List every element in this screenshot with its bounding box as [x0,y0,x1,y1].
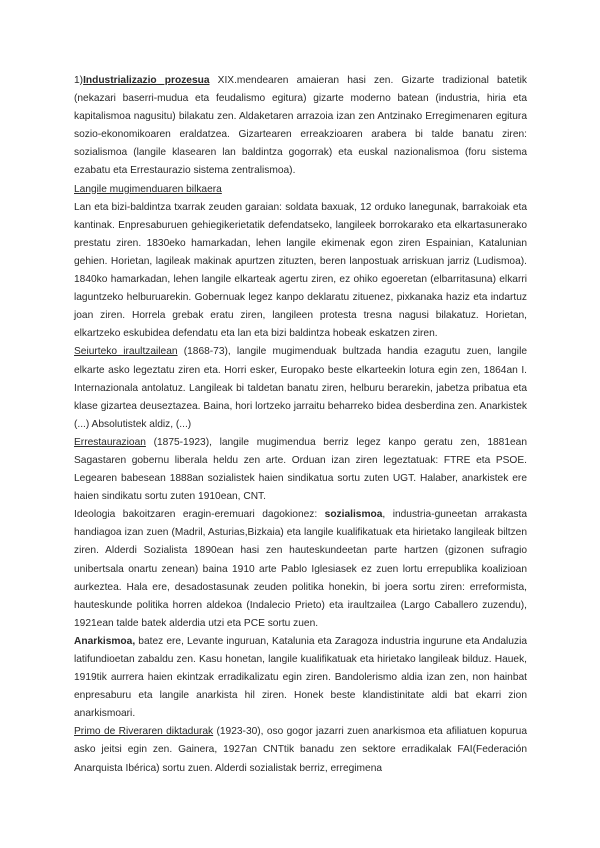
paragraph-text: (1875-1923), langile mugimendua berriz legez kanpo geratu zen, 1881ean Sagastaren gobernu liberala heldu zen arte. Orduan izan ziren legeztatuak: FTRE eta PSOE. Legearen babesean 1888an sozialistek haien sindikatua sortu zuten UGT. Halaber, anarkistek ere haien sindikatu sortu zuten 1910ean, CNT. [74,436,527,503]
section-heading [74,181,527,199]
term-primo-de-riveraren-diktadurak: Primo de Riveraren diktadurak [74,726,214,738]
paragraph-errestaurazioan [74,434,527,506]
term-anarkismoa: Anarkismoa, [74,635,136,647]
term-industrializazio-prozesua: Industrializazio prozesua [83,75,210,86]
paragraph-text: Lan eta bizi-baldintza txarrak zeuden garaian: soldata baxuak, 12 orduko lanegunak, barrakoiak eta kantinak. Enpresaburuen gehiegikerietatik defendatseko, langileek borrokarako eta elkartasunerako prestatu ziren. 1830eko hamarkadan, lehen langile ekimenak egon ziren Espainian, Katalunian gehien. Horietan, lagileak makinak apurtzen zituzten, beren lanpostuak arriskuan jarriz (Ludismoa). 1840ko hamarkadan, lehen langile elkarteak agertu ziren, ez ohiko egoeretan (elbarritasuna) elkarri laguntzeko helburuarekin. Gobernuak legez kanpo deklaratu zituenez, pixkanaka haziz eta indartuz joan ziren. Horrela grebak eratu ziren, langileen protesta tresna nagusi bilakatuz. Horietan, elkartzeko eskubidea defendatu eta lan eta bizi baldintza hobeak eskatzen ziren. [74,201,527,340]
paragraph-seiurteko [74,343,527,433]
paragraph-text: batez ere, Levante inguruan, Katalunia eta Zaragoza industria ingurune eta Andaluzia latifundioetan zabaldu zen. Kasu honetan, langile kualifikatuak eta hirietako langileak bilduz. Hauek, 1919tik aurrera haien ekintzak erradikalizatu egin ziren. Bandolerismo aldia izan zen, non hainbat enpresaburu eta langile anarkista hil ziren. Honek beste klandistinitate aldi bat ekarri zion anarkismoari. [74,635,527,720]
paragraph-anarkismoa [74,633,527,723]
term-sozialismoa: sozialismoa [324,509,383,521]
paragraph-ideologia [74,506,527,633]
paragraph-primo-de-rivera [74,723,527,777]
heading-text: Langile mugimenduaren bilkaera [74,183,222,195]
paragraph-text: (1923-30), oso gogor jazarri zuen anarkismoa eta afiliatuen kopurua asko jeitsi egin zen. Gainera, 1927an CNTtik banadu zen sektore erradikalak FAI(Federación Anarquista Ibérica) sortu zuen. Alderdi sozialistak berriz, erregimena [74,726,528,774]
term-errestaurazioan: Errestaurazioan [74,436,146,448]
paragraph-text: XIX.mendearen amaieran hasi zen. Gizarte tradizional batetik (nekazari baserri-mudua eta feudalismo egitura) gizarte moderno batean (industria, hiria eta kapitalismoa nagusitu) bilakatu zen. Aldaketaren arrazoia izan zen Antzinako Erregimenaren egitura sozio-ekonomikoaren eraldatzea. Gizartearen erreakzioaren arabera bi talde banatu ziren: sozialismoa (langile klasearen lan baldintza gogorrak) eta euskal nazionalismoa (foru sistema ezabatu eta Errestaurazio sistema zentralismoa). [74,75,527,177]
paragraph-intro: Ideologia bakoitzaren eragin-eremuari dagokionez: [74,509,325,521]
paragraph-industrialization [74,72,527,181]
list-number: 1) [74,75,84,86]
paragraph-working-conditions [74,199,527,344]
paragraph-text: , industria-guneetan arrakasta handiagoa izan zuen (Madril, Asturias,Bizkaia) eta langile kualifikatuak eta hirietako langileak biltzen ziren. Alderdi Sozialista 1890ean hasi zen hauteskundeetan parte hartzen (gizonen sufragio unibertsala onartu zenean) baina 1910 arte Pablo Iglesiasek ez zuen lortu errepublika koalizioan aurkeztea. Hala ere, desadostasunak zeuden politika honekin, bi joera sortu ziren: erreformista, hauteskunde politika horren aldekoa (Indalecio Prieto) eta iraultzailea (Largo Caballero zuzendu), 1921ean talde batek alderdia utzi eta PCE sortu zuen. [74,509,527,629]
paragraph-text: (1868-73), langile mugimenduak bultzada handia ezagutu zuen, langile elkarte asko legeztatu ziren eta. Horri esker, Europako beste elkarteekin lotura egin zen, 1864an I. Internazionala antolatuz. Langileak bi taldetan banatu ziren, helburu berarekin, jabetza pribatua eta klase gizartea deuseztazea. Baina, hori lortzeko jarraitu beharreko bidea desberdina zen. Anarkistek (...) Absolutistek aldiz, (...) [74,346,527,430]
term-seiurteko-iraultzailean: Seiurteko iraultzailean [74,346,178,358]
